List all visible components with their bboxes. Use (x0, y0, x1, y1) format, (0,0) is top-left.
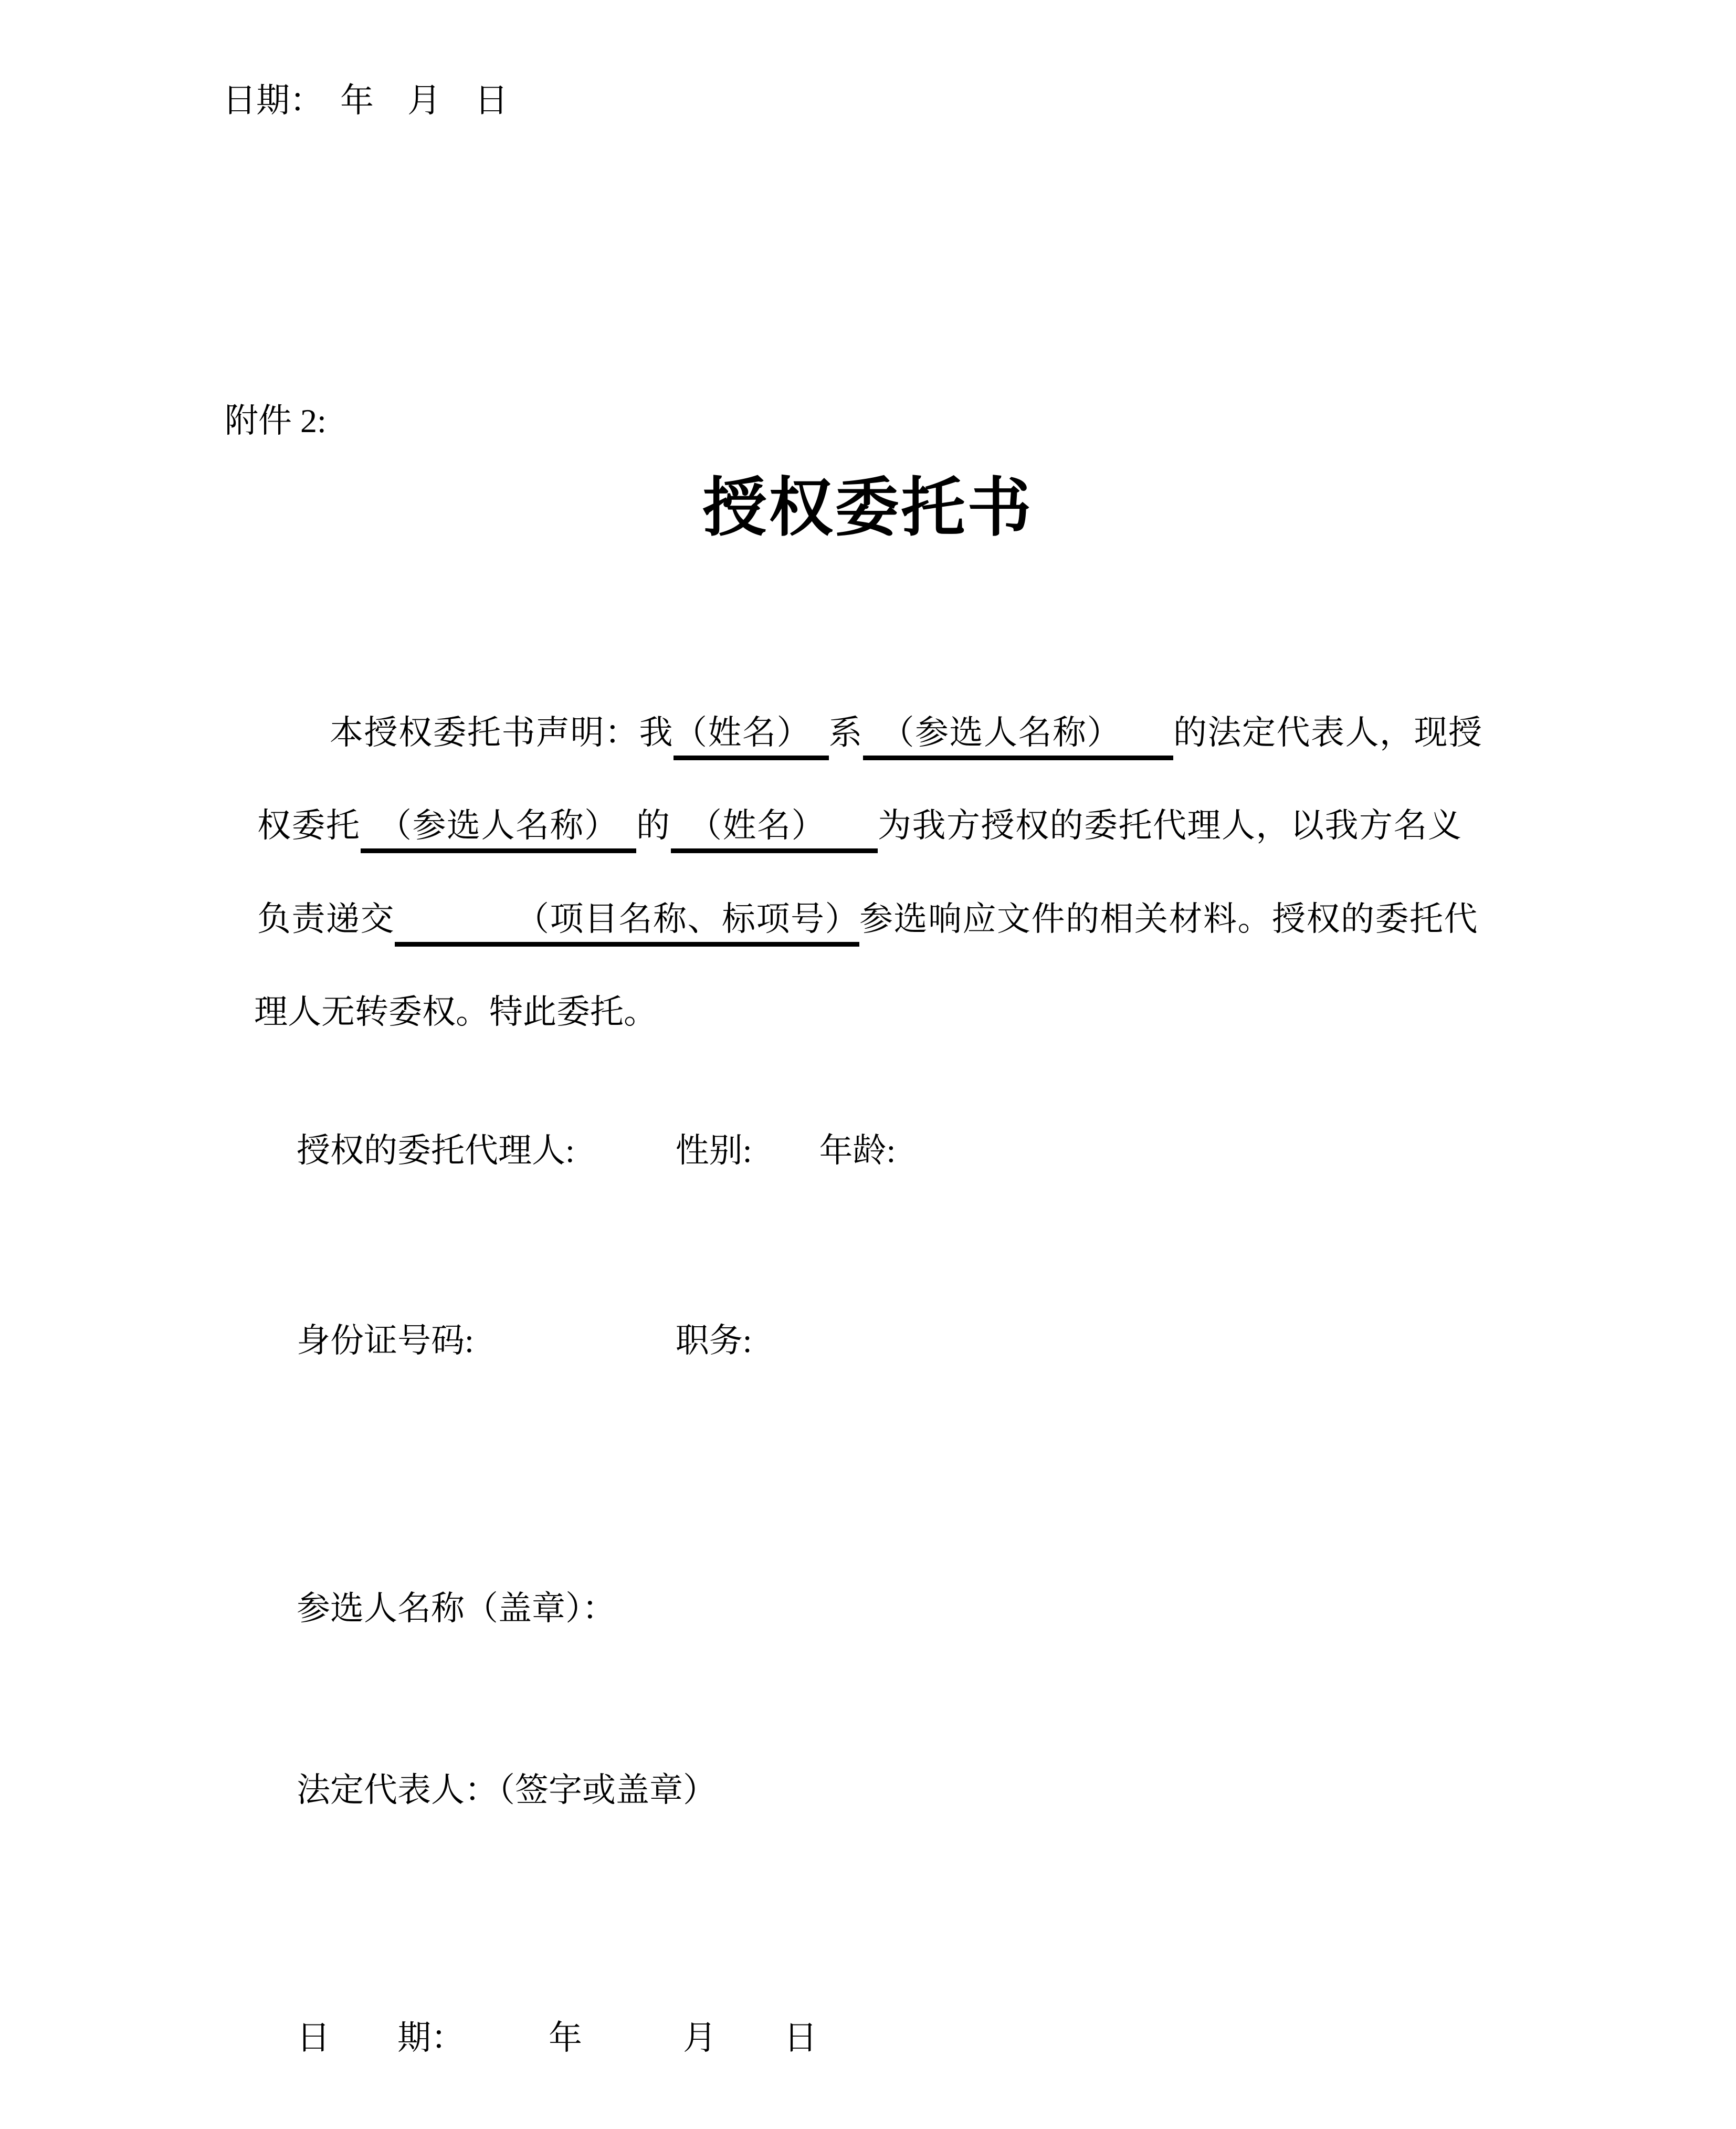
paragraph-text: 的 (636, 807, 671, 845)
blank-participant-name-field: （参选人名称） (863, 714, 1173, 760)
attachment-label: 附件 2: (225, 402, 327, 439)
blank-name-field: （姓名） (674, 714, 829, 760)
paragraph-text: 负责递交 (257, 900, 395, 938)
paragraph-text: 系 (828, 714, 863, 752)
participant-seal-line: 参选人名称（盖章）： (297, 1590, 616, 1627)
date-line-top: 日期： 年 月 日 (223, 82, 508, 119)
paragraph-line-4 (220, 947, 1517, 1078)
paragraph-text: 本授权委托书声明：我 (330, 714, 674, 752)
legal-representative-line: 法定代表人：（签字或盖章） (297, 1771, 717, 1809)
paragraph-text: 为我方授权的委托代理人，以我方名义 (878, 807, 1463, 845)
paragraph-text: 权委托 (257, 807, 361, 845)
blank-name-field: （姓名） (671, 807, 878, 853)
paragraph-text: 理人无转委权。特此委托。 (254, 993, 657, 1031)
paragraph-text: 参选响应文件的相关材料。授权的委托代 (859, 900, 1478, 938)
date-line-bottom: 日 期： 年 月 日 (297, 2019, 817, 2057)
blank-participant-name-field: （参选人名称） (361, 807, 637, 853)
id-number-position-line: 身份证号码: 职务: (297, 1322, 752, 1359)
agent-gender-age-line: 授权的委托代理人: 性别: 年龄: (297, 1132, 896, 1169)
page-title: 授权委托书 (702, 473, 1034, 544)
blank-project-name-field: （项目名称、标项号） (395, 900, 859, 947)
paragraph-text: 的法定代表人，现授 (1173, 714, 1483, 752)
